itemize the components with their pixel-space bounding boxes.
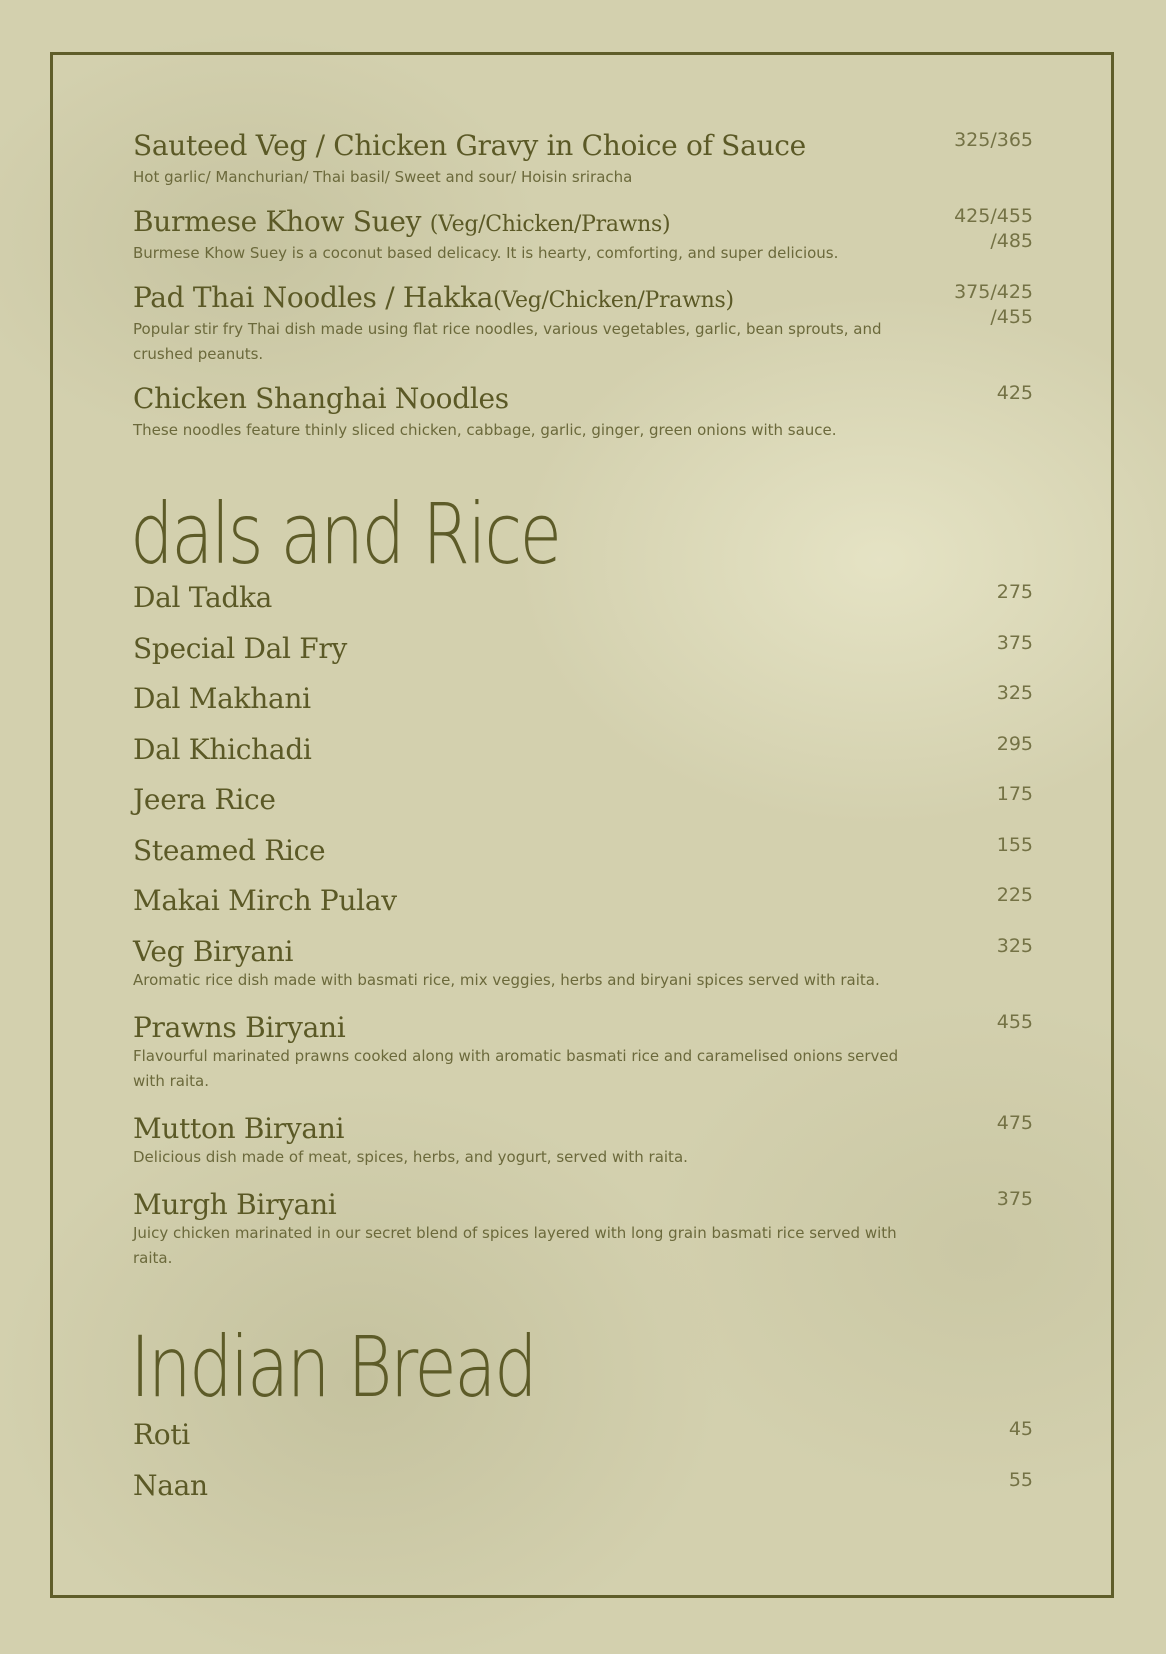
item-price: 45	[1008, 1418, 1033, 1440]
item-price: 475	[996, 1112, 1033, 1134]
item-name: Steamed Rice	[133, 834, 326, 867]
section-heading-dals-and-rice: dals and Rice	[130, 485, 560, 583]
item-name: Naan	[133, 1469, 208, 1502]
item-description: Flavourful marinated prawns cooked along with aromatic basmati rice and caramelised onions served with raita.	[133, 1047, 899, 1090]
item-price: 155	[996, 834, 1033, 856]
item-name: Dal Tadka	[133, 581, 273, 614]
item-price: 425	[996, 382, 1033, 404]
menu-item-naan	[133, 1468, 1033, 1504]
item-name: Dal Makhani	[133, 682, 311, 715]
menu-item-prawns-biryani	[133, 1010, 1033, 1094]
menu-item-burmese-khow-suey	[133, 204, 1033, 266]
item-description: Burmese Khow Suey is a coconut based delicacy. It is hearty, comforting, and super delicious.	[133, 244, 839, 262]
item-name: Special Dal Fry	[133, 632, 347, 665]
menu-item-sauteed-veg-chicken	[133, 128, 1033, 190]
menu-item-mutton-biryani	[133, 1111, 1033, 1170]
item-description: Aromatic rice dish made with basmati rice, mix veggies, herbs and biryani spices served with raita.	[133, 971, 880, 989]
item-description: Delicious dish made of meat, spices, herbs, and yogurt, served with raita.	[133, 1148, 688, 1166]
section-heading-indian-bread: Indian Bread	[130, 1318, 536, 1416]
item-name: Pad Thai Noodles / Hakka(Veg/Chicken/Prawns)	[133, 281, 734, 314]
item-price: 325	[996, 682, 1033, 704]
menu-item-roti	[133, 1417, 1033, 1453]
item-name: Jeera Rice	[133, 783, 276, 816]
item-price: 455	[996, 1011, 1033, 1033]
item-name: Prawns Biryani	[133, 1011, 346, 1044]
item-price: 425/455 /485	[954, 205, 1033, 252]
item-price: 375	[996, 1188, 1033, 1210]
menu-item-jeera-rice	[133, 782, 1033, 818]
item-price: 275	[996, 581, 1033, 603]
menu-item-chicken-shanghai-noodles	[133, 381, 1033, 443]
menu-item-makai-mirch-pulav	[133, 883, 1033, 919]
item-description: These noodles feature thinly sliced chicken, cabbage, garlic, ginger, green onions with sauce.	[133, 421, 837, 439]
item-name: Chicken Shanghai Noodles	[133, 382, 509, 415]
item-name: Dal Khichadi	[133, 733, 312, 766]
item-name: Murgh Biryani	[133, 1188, 337, 1221]
menu-item-pad-thai-hakka	[133, 280, 1033, 367]
item-name: Mutton Biryani	[133, 1112, 345, 1145]
item-price: 375/425 /455	[954, 281, 1033, 328]
item-price: 225	[996, 884, 1033, 906]
menu-item-steamed-rice	[133, 833, 1033, 869]
item-name: Makai Mirch Pulav	[133, 884, 397, 917]
item-price: 55	[1008, 1469, 1033, 1491]
item-description: Juicy chicken marinated in our secret blend of spices layered with long grain basmati rice served with raita.	[133, 1224, 897, 1267]
menu-item-dal-khichadi	[133, 732, 1033, 768]
menu-item-murgh-biryani	[133, 1187, 1033, 1271]
item-price: 325/365	[954, 129, 1033, 151]
item-name: Veg Biryani	[133, 935, 294, 968]
menu-item-dal-tadka	[133, 580, 1033, 616]
item-name: Roti	[133, 1418, 190, 1451]
menu-item-special-dal-fry	[133, 631, 1033, 667]
menu-item-dal-makhani	[133, 681, 1033, 717]
menu-item-veg-biryani	[133, 934, 1033, 993]
item-price: 295	[996, 733, 1033, 755]
item-name: Sauteed Veg / Chicken Gravy in Choice of Sauce	[133, 129, 806, 162]
item-price: 175	[996, 783, 1033, 805]
item-price: 325	[996, 935, 1033, 957]
item-description: Popular stir fry Thai dish made using flat rice noodles, various vegetables, garlic, bean sprouts, and crushed peanuts.	[133, 320, 882, 363]
item-price: 375	[996, 632, 1033, 654]
item-description: Hot garlic/ Manchurian/ Thai basil/ Sweet and sour/ Hoisin sriracha	[133, 168, 633, 186]
item-name: Burmese Khow Suey (Veg/Chicken/Prawns)	[133, 205, 671, 238]
